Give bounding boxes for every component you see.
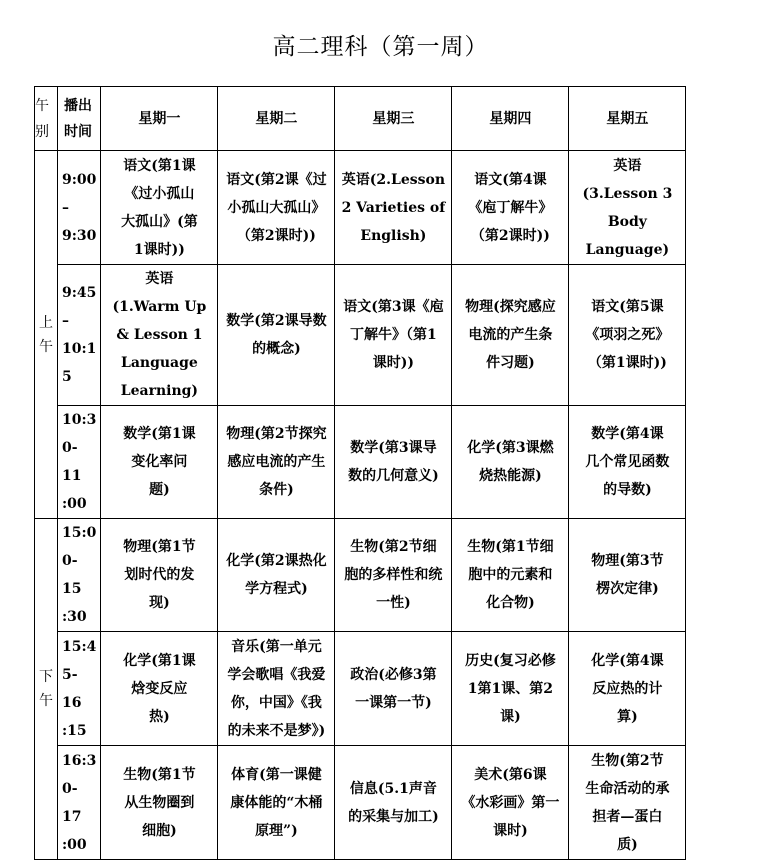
- header-period: 午 别: [35, 87, 58, 151]
- course-cell: 美术(第6课 《水彩画》第一 课时): [452, 746, 569, 860]
- header-day-thu: 星期四: [452, 87, 569, 151]
- page-title: 高二理科（第一周）: [272, 34, 489, 60]
- course-cell: 物理(探究感应 电流的产生条 件习题): [452, 265, 569, 406]
- course-cell: 生物(第1节 从生物圈到 细胞): [101, 746, 218, 860]
- course-cell: 语文(第4课 《庖丁解牛》 （第2课时)): [452, 151, 569, 265]
- header-day-fri: 星期五: [569, 87, 686, 151]
- time-cell: 9:45 – 10:1 5: [58, 265, 101, 406]
- table-row: [35, 746, 686, 860]
- course-cell: 生物(第2节 生命活动的承 担者—蛋白 质): [569, 746, 686, 860]
- period-morning: 上 午: [35, 151, 58, 519]
- header-day-wed: 星期三: [335, 87, 452, 151]
- course-cell: 政治(必修3第 一课第一节): [335, 632, 452, 746]
- course-cell: 化学(第3课燃 烧热能源): [452, 406, 569, 519]
- time-cell: 10:3 0-11 :00: [58, 406, 101, 519]
- course-cell: 英语 (1.Warm Up & Lesson 1 Language Learning): [101, 265, 218, 406]
- course-cell: 数学(第1课 变化率问 题): [101, 406, 218, 519]
- course-cell: 物理(第3节 楞次定律): [569, 519, 686, 632]
- course-cell: 生物(第1节细 胞中的元素和 化合物): [452, 519, 569, 632]
- course-cell: 数学(第4课 几个常见函数 的导数): [569, 406, 686, 519]
- table-row: [35, 406, 686, 519]
- time-cell: 15:0 0-15 :30: [58, 519, 101, 632]
- time-cell: 16:3 0-17 :00: [58, 746, 101, 860]
- course-cell: 语文(第2课《过 小孤山大孤山》 （第2课时)): [218, 151, 335, 265]
- course-cell: 语文(第5课 《项羽之死》 （第1课时)): [569, 265, 686, 406]
- course-cell: 英语 (3.Lesson 3 Body Language): [569, 151, 686, 265]
- header-day-tue: 星期二: [218, 87, 335, 151]
- period-afternoon: 下 午: [35, 519, 58, 860]
- course-cell: 化学(第1课 焓变反应 热): [101, 632, 218, 746]
- time-cell: 15:4 5-16 :15: [58, 632, 101, 746]
- course-cell: 化学(第4课 反应热的计 算): [569, 632, 686, 746]
- course-cell: 数学(第2课导数 的概念): [218, 265, 335, 406]
- course-cell: 物理(第2节探究 感应电流的产生 条件): [218, 406, 335, 519]
- table-row: [35, 265, 686, 406]
- course-cell: 语文(第3课《庖 丁解牛》（第1 课时)): [335, 265, 452, 406]
- course-cell: 音乐(第一单元 学会歌唱《我爱 你，中国》《我 的未来不是梦》): [218, 632, 335, 746]
- course-cell: 数学(第3课导 数的几何意义): [335, 406, 452, 519]
- table-row: [35, 519, 686, 632]
- course-cell: 信息(5.1声音 的采集与加工): [335, 746, 452, 860]
- header-time: 播出 时间: [58, 87, 101, 151]
- header-day-mon: 星期一: [101, 87, 218, 151]
- course-cell: 体育(第一课健 康体能的“木桶 原理”): [218, 746, 335, 860]
- table-row: [35, 632, 686, 746]
- course-cell: 语文(第1课 《过小孤山 大孤山》(第 1课时)): [101, 151, 218, 265]
- header-row: [35, 87, 686, 151]
- course-cell: 英语(2.Lesson 2 Varieties of English): [335, 151, 452, 265]
- course-cell: 生物(第2节细 胞的多样性和统 一性): [335, 519, 452, 632]
- course-cell: 化学(第2课热化 学方程式): [218, 519, 335, 632]
- schedule-table: [34, 86, 686, 860]
- course-cell: 历史(复习必修 1第1课、第2 课): [452, 632, 569, 746]
- time-cell: 9:00 – 9:30: [58, 151, 101, 265]
- table-row: [35, 151, 686, 265]
- course-cell: 物理(第1节 划时代的发 现): [101, 519, 218, 632]
